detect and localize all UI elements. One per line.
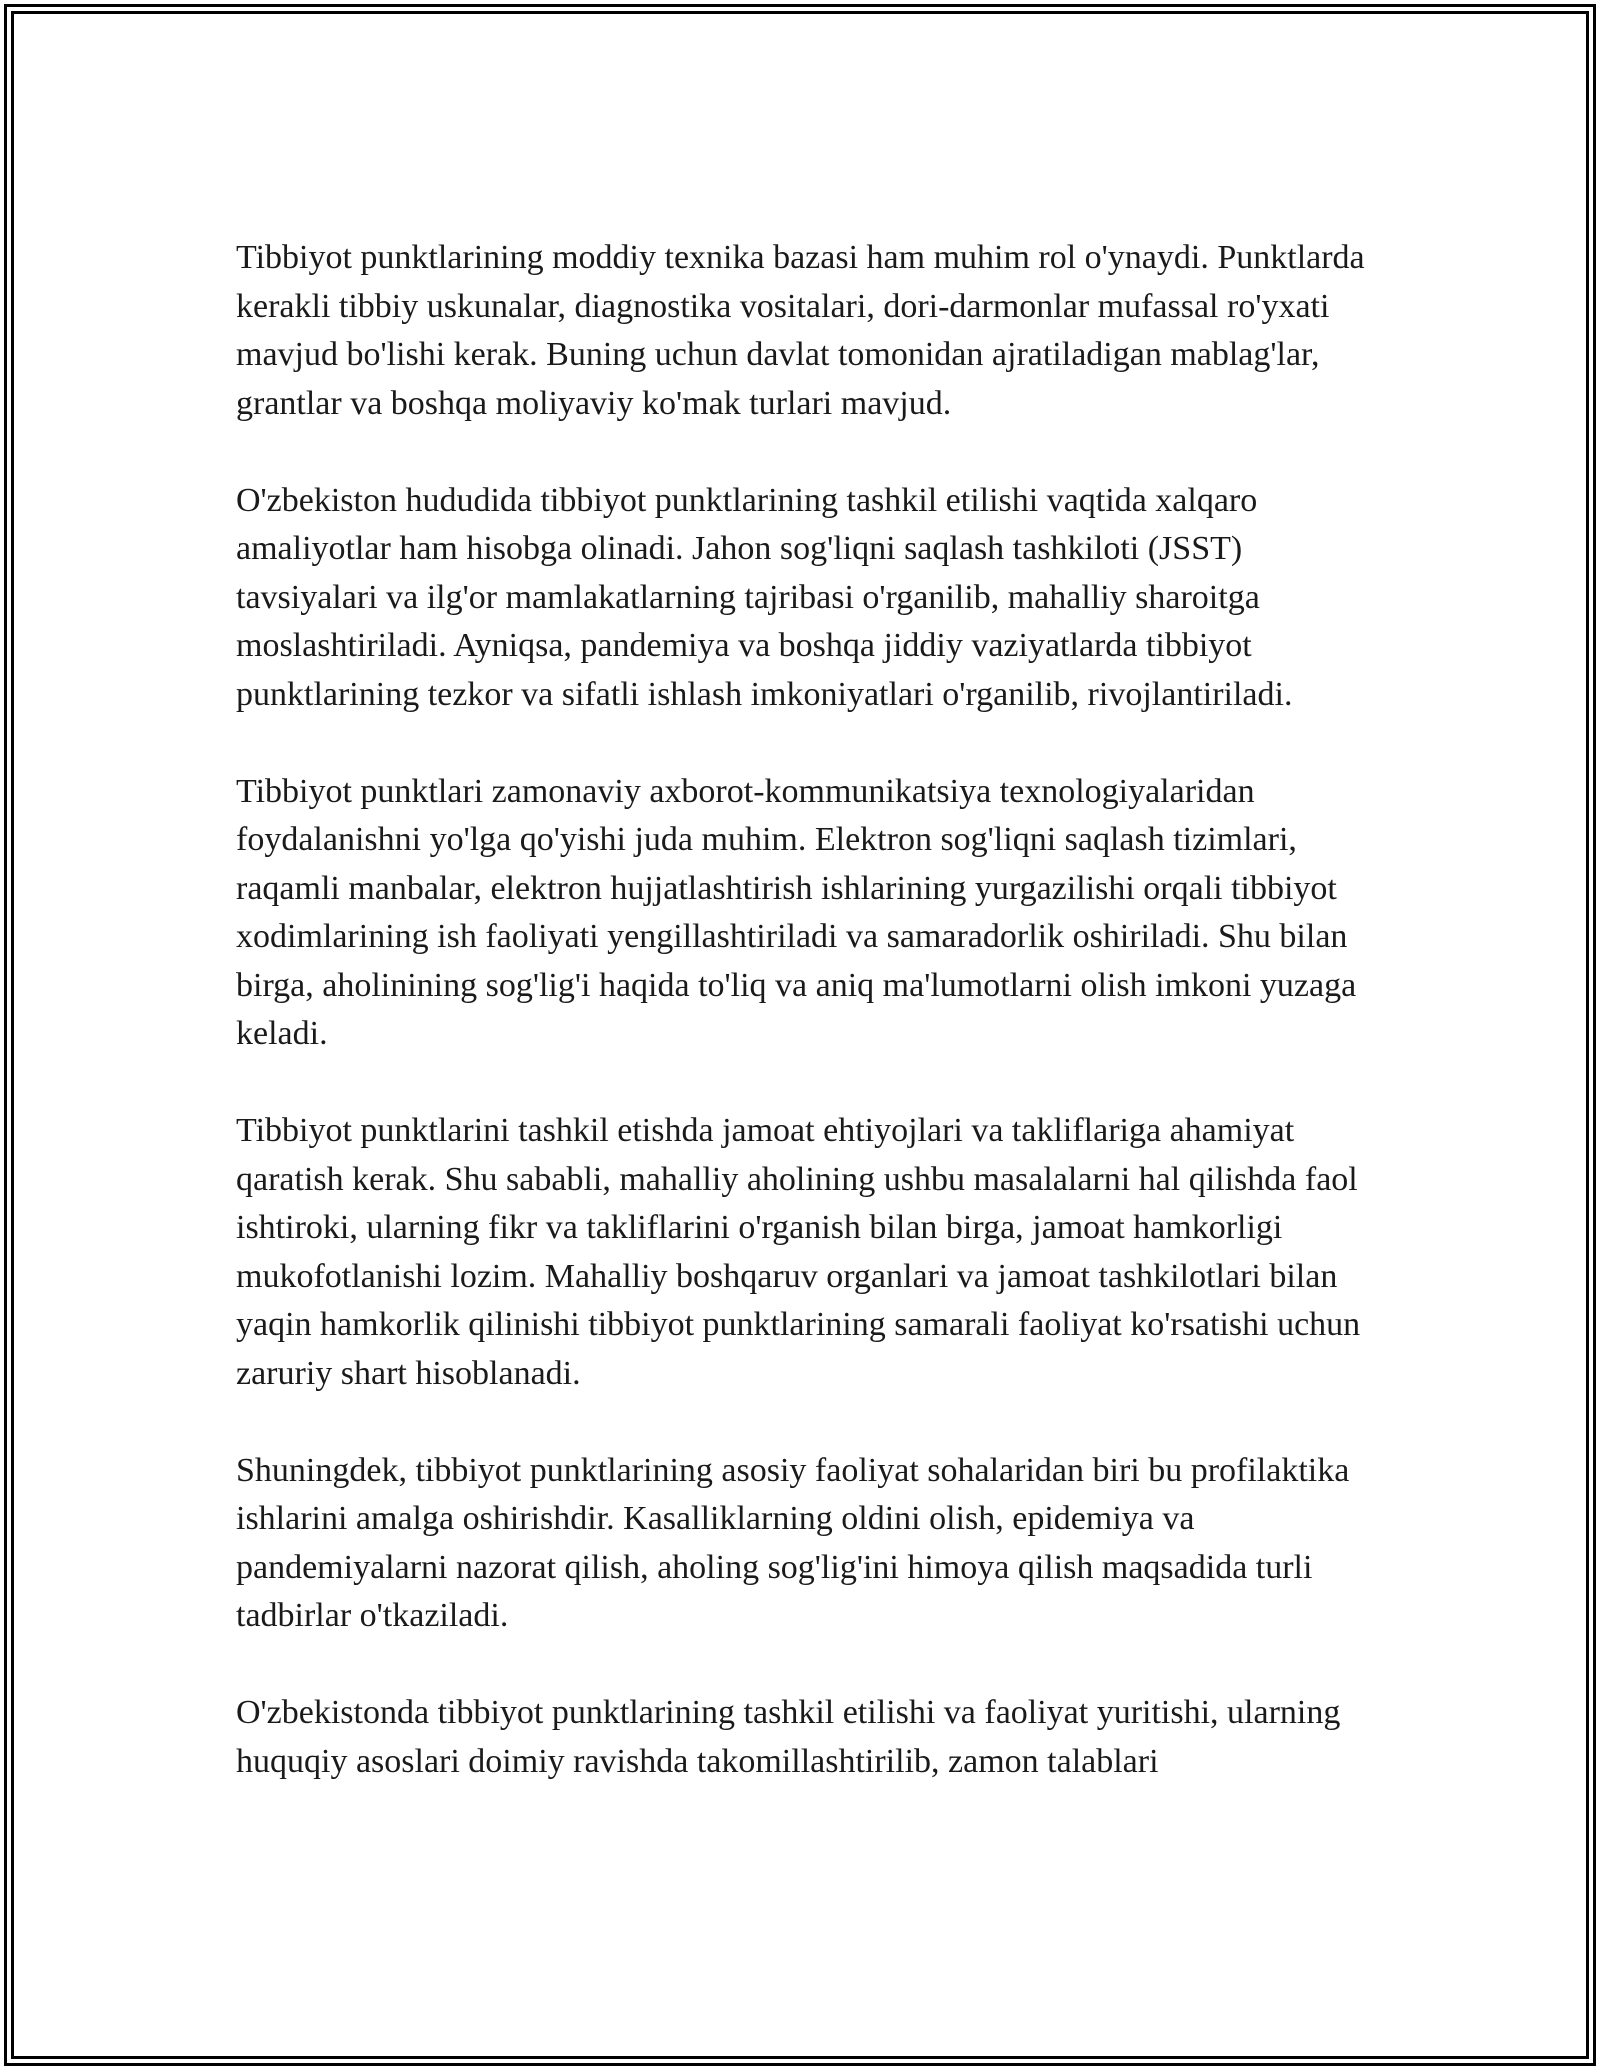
document-body (236, 234, 1386, 1786)
paragraph-public-needs: Tibbiyot punktlarini tashkil etishda jamoat ehtiyojlari va takliflariga ahamiyat qaratish kerak. Shu sababli, mahalliy aholining ushbu masalalarni hal qilishda faol ishtiroki, ularning fikr va takliflarini o'rganish bilan birga, jamoat hamkorligi mukofotlanishi lozim. Mahalliy boshqaruv organlari va jamoat tashkilotlari bilan yaqin hamkorlik qilinishi tibbiyot punktlarining samarali faoliyat ko'rsatishi uchun zaruriy shart hisoblanadi. (236, 1112, 1361, 1392)
paragraph-legal-basis: O'zbekistonda tibbiyot punktlarining tashkil etilishi va faoliyat yuritishi, ularning huquqiy asoslari doimiy ravishda takomillashtirilib, zamon talablari (236, 1694, 1341, 1780)
paragraph-international-practice: O'zbekiston hududida tibbiyot punktlarining tashkil etilishi vaqtida xalqaro amaliyotlar ham hisobga olinadi. Jahon sog'liqni saqlash tashkiloti (JSST) tavsiyalari va ilg'or mamlakatlarning tajribasi o'rganilib, mahalliy sharoitga moslashtiriladi. Ayniqsa, pandemiya va boshqa jiddiy vaziyatlarda tibbiyot punktlarining tezkor va sifatli ishlash imkoniyatlari o'rganilib, rivojlantiriladi. (236, 481, 1293, 713)
paragraph-prevention: Shuningdek, tibbiyot punktlarining asosiy faoliyat sohalaridan biri bu profilaktika ishlarini amalga oshirishdir. Kasalliklarning oldini olish, epidemiya va pandemiyalarni nazorat qilish, aholing sog'lig'ini himoya qilish maqsadida turli tadbirlar o'tkaziladi. (236, 1451, 1350, 1634)
paragraph-material-base: Tibbiyot punktlarining moddiy texnika bazasi ham muhim rol o'ynaydi. Punktlarda kerakli tibbiy uskunalar, diagnostika vositalari, dori-darmonlar mufassal ro'yxati mavjud bo'lishi kerak. Buning uchun davlat tomonidan ajratiladigan mablag'lar, grantlar va boshqa moliyaviy ko'mak turlari mavjud. (236, 239, 1365, 422)
paragraph-ict-technologies: Tibbiyot punktlari zamonaviy axborot-kommunikatsiya texnologiyalaridan foydalanishni yo'lga qo'yishi juda muhim. Elektron sog'liqni saqlash tizimlari, raqamli manbalar, elektron hujjatlashtirish ishlarining yurgazilishi orqali tibbiyot xodimlarining ish faoliyati yengillashtiriladi va samaradorlik oshiriladi. Shu bilan birga, aholinining sog'lig'i haqida to'liq va aniq ma'lumotlarni olish imkoni yuzaga keladi. (236, 772, 1357, 1052)
